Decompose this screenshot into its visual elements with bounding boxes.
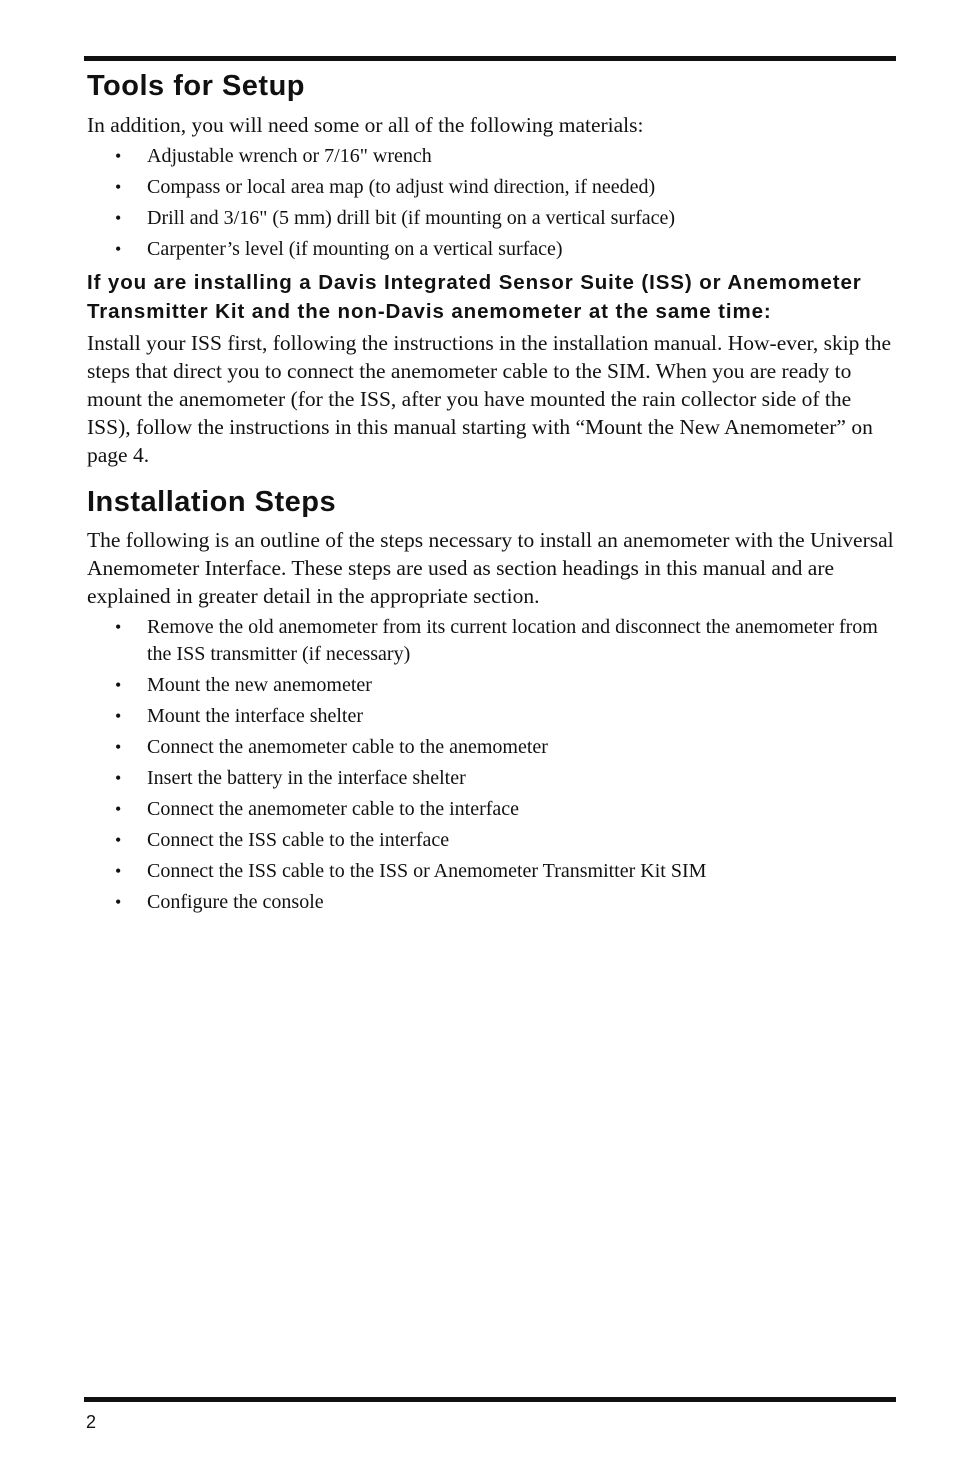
list-item: • Connect the ISS cable to the ISS or Anemometer Transmitter Kit SIM: [87, 858, 897, 885]
list-item: • Insert the battery in the interface shelter: [87, 765, 897, 792]
bullet-icon: •: [115, 799, 122, 819]
list-item: • Remove the old anemometer from its current location and disconnect the anemometer from the ISS transmitter (if necessary): [115, 616, 878, 665]
bullet-icon: •: [115, 737, 122, 757]
bullet-icon: •: [115, 861, 122, 881]
page-content: [87, 64, 897, 916]
list-item: • Adjustable wrench or 7/16" wrench: [87, 143, 897, 170]
iss-note-body: Install your ISS first, following the instructions in the installation manual. How-ever, skip the steps that direct you to connect the anemometer cable to the SIM. When you are ready to mount the anemometer (for the ISS, after you have mounted the rain collector side of the ISS), follow the instructions in this manual starting with “Mount the New Anemometer” on page 4.: [87, 331, 892, 467]
list-item: • Compass or local area map (to adjust wind direction, if needed): [87, 174, 897, 201]
tools-list: [87, 143, 897, 263]
bullet-icon: •: [115, 146, 122, 166]
installation-steps-list: [87, 614, 897, 916]
list-item: • Drill and 3/16" (5 mm) drill bit (if mounting on a vertical surface): [87, 205, 897, 232]
page-number: 2: [86, 1412, 97, 1432]
bullet-icon: •: [115, 239, 122, 259]
list-item: • Connect the anemometer cable to the interface: [87, 796, 897, 823]
list-item: • Mount the new anemometer: [87, 672, 897, 699]
bottom-rule: [84, 1397, 896, 1402]
list-item: • Connect the ISS cable to the interface: [87, 827, 897, 854]
list-item: • Configure the console: [87, 889, 897, 916]
bullet-icon: •: [115, 177, 122, 197]
list-item: • Carpenter’s level (if mounting on a vertical surface): [87, 236, 897, 263]
bullet-icon: •: [115, 892, 122, 912]
bullet-icon: •: [115, 617, 122, 637]
section-title-tools: Tools for Setup: [87, 70, 306, 102]
list-item: • Connect the anemometer cable to the anemometer: [87, 734, 897, 761]
bullet-icon: •: [115, 706, 122, 726]
iss-note-heading: If you are installing a Davis Integrated Sensor Suite (ISS) or Anemometer Transmitter Kit and the non-Davis anemometer at the same time:: [87, 271, 862, 323]
bullet-icon: •: [115, 675, 122, 695]
bullet-icon: •: [115, 768, 122, 788]
tools-intro: In addition, you will need some or all of the following materials:: [87, 113, 644, 137]
list-item: • Mount the interface shelter: [87, 703, 897, 730]
bullet-icon: •: [115, 830, 122, 850]
installation-intro: The following is an outline of the steps necessary to install an anemometer with the Universal Anemometer Interface. These steps are used as section headings in this manual and are explained in greater detail in the appropriate section.: [87, 528, 894, 608]
top-rule: [84, 56, 896, 61]
section-title-installation: Installation Steps: [87, 486, 337, 518]
bullet-icon: •: [115, 208, 122, 228]
